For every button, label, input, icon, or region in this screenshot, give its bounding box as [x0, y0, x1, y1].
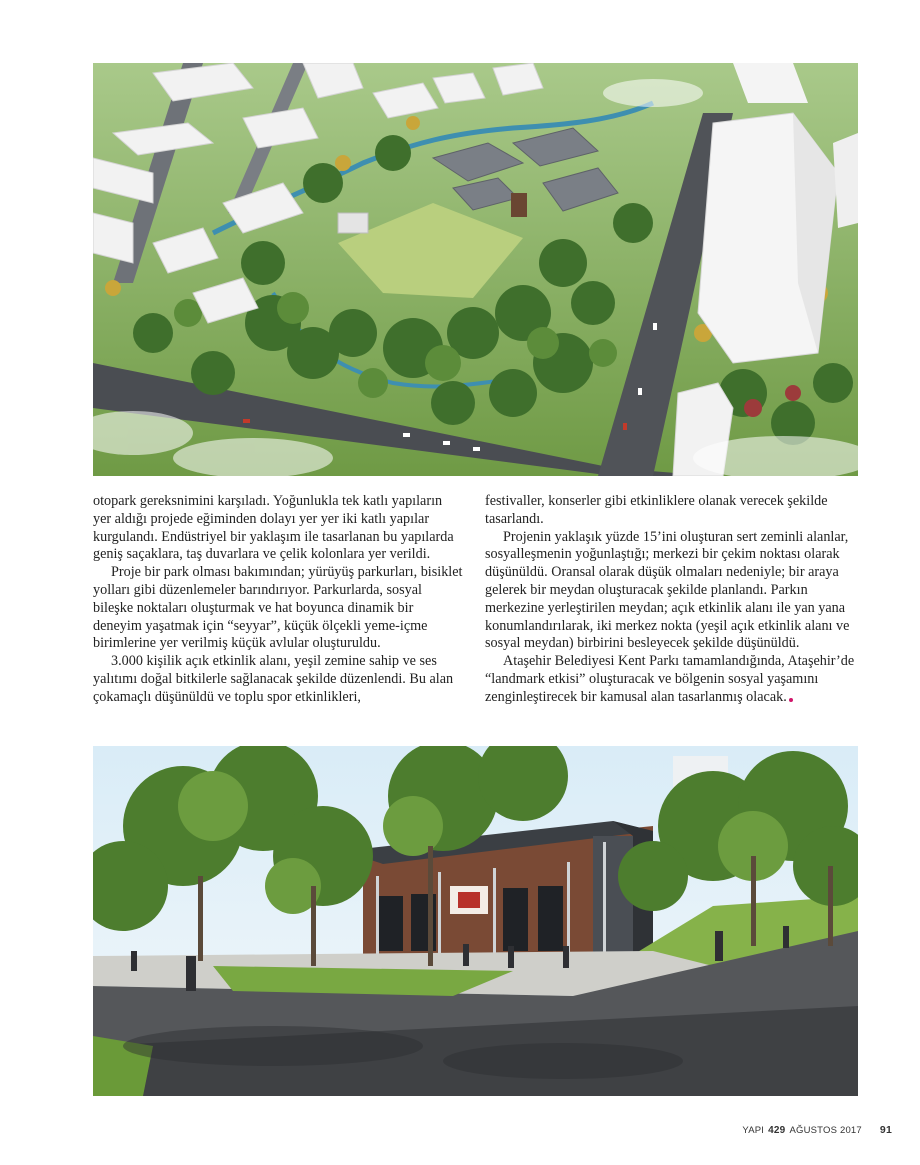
magazine-name: YAPI [742, 1125, 765, 1136]
paragraph-final [485, 653, 855, 706]
page-footer [742, 1124, 892, 1136]
paragraph-final-text: Ataşehir Belediyesi Kent Parkı tamamlandığında, Ataşehir’de “landmark etkisi” oluşturacak ve bölgenin sosyal yaşamını zenginleştirecek bir kamusal alan tasarlanmış olacak. [485, 653, 855, 705]
end-mark-dot [789, 698, 793, 702]
paragraph: 3.000 kişilik açık etkinlik alanı, yeşil zemine sahip ve ses yalıtımı doğal bitkilerle sağlanacak şekilde düzenlendi. Bu alan çokamaçlı düşünüldü ve toplu spor etkinlikleri, [93, 653, 454, 705]
issue-date: AĞUSTOS 2017 [789, 1125, 862, 1136]
text-column-left [93, 493, 463, 707]
aerial-park-rendering [93, 63, 858, 476]
paragraph: festivaller, konserler gibi etkinliklere olanak verecek şekilde tasarlandı. [485, 493, 828, 527]
text-column-right [485, 493, 855, 707]
issue-number: 429 [768, 1125, 786, 1136]
paragraph: Proje bir park olması bakımından; yürüyüş parkurları, bisiklet yolları gibi düzenlemeler barındırıyor. Parkurlarda, sosyal bileşke noktaları oluşturmak ve hat boyunca dinamik bir deneyim yaşatmak için “seyyar”, küçük ölçekli yeme-içme birimlerine yer verilmiş küçük avlular oluşturuldu. [93, 564, 463, 652]
paragraph: Projenin yaklaşık yüzde 15’ini oluşturan sert zeminli alanlar, sosyalleşmenin yoğunlaştığı; merkezi bir çekim noktası olarak düşünüldü. Oransal olarak düşük olmaları nedeniyle; bir araya gelerek bir meydan oluşturacak şekilde planlandı. Parkın merkezine yerleştirilen meydan; açık etkinlik alanı ile yan yana konumlandırılarak, iki merkez nokta (yeşil açık etkinlik alanı ve sosyal meydan) birbirini besleyecek şekilde düşünüldü. [485, 528, 850, 652]
paragraph: otopark gereksnimini karşıladı. Yoğunlukla tek katlı yapıların yer aldığı projede eğiminden dolayı yer yer iki katlı yapılar kurgulandı. Endüstriyel bir yaklaşım ile tasarlanan bu yapılarda geniş saçaklara, taş duvarlara ve çelik kolonlara yer verildi. [93, 493, 454, 563]
page-number: 91 [879, 1124, 892, 1136]
street-level-rendering [93, 746, 858, 1096]
